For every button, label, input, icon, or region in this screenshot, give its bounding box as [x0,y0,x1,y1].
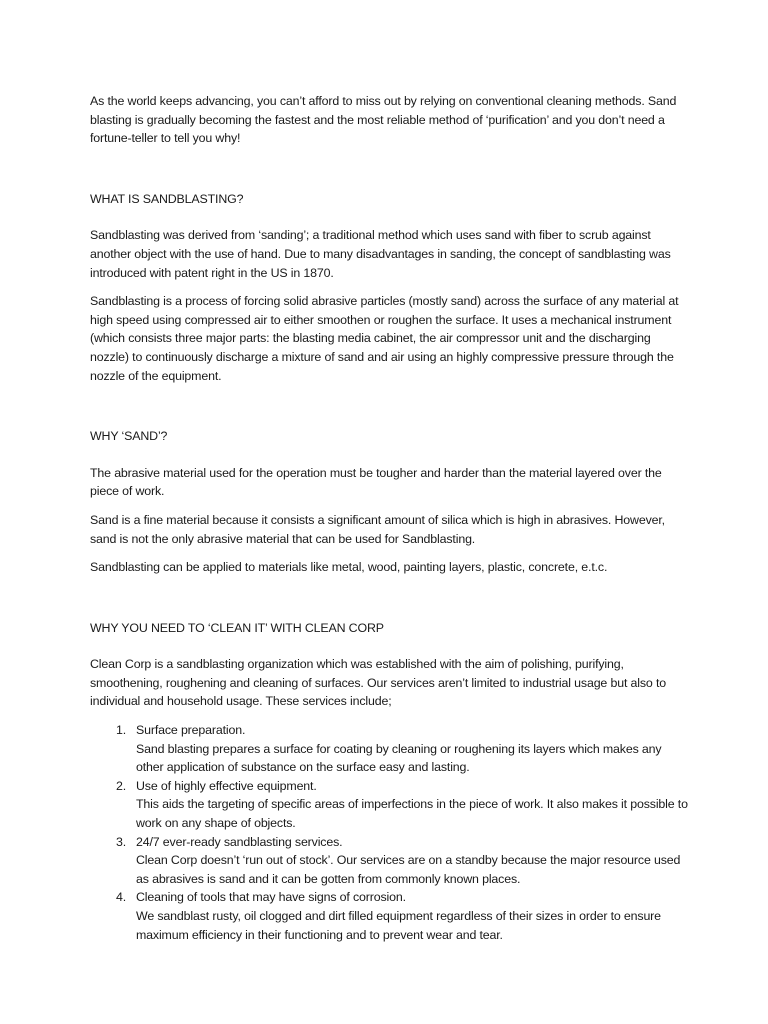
section-heading-clean-corp: WHY YOU NEED TO ‘CLEAN IT’ WITH CLEAN CORP [90,620,384,635]
paragraph: Sandblasting was derived from ‘sanding’; a traditional method which uses sand with fiber to scrub against another object with the use of hand. Due to many disadvantages in sanding, the concept of sandblasting was introduced with patent right in the US in 1870. [90,228,671,280]
services-list [90,721,690,944]
intro-paragraph: As the world keeps advancing, you can’t afford to miss out by relying on conventional cleaning methods. Sand blasting is gradually becoming the fastest and the most reliable method of ‘purification’ and you don’t need a fortune-teller to tell you why! [90,94,677,146]
service-description: Sand blasting prepares a surface for coating by cleaning or roughening its layers which makes any other application of substance on the surface easy and lasting. [136,741,662,775]
service-title: 24/7 ever-ready sandblasting services. [136,834,343,849]
paragraph: Clean Corp is a sandblasting organization which was established with the aim of polishing, purifying, smoothening, roughening and cleaning of surfaces. Our services aren’t limited to industrial usage but also to individual and household usage. These services include; [90,657,666,709]
service-title: Cleaning of tools that may have signs of corrosion. [136,890,406,905]
list-number: 3. [116,834,127,849]
list-number: 1. [116,723,127,738]
list-number: 4. [116,890,127,905]
paragraph: Sandblasting is a process of forcing solid abrasive particles (mostly sand) across the surface of any material at high speed using compressed air to either smoothen or roughen the surface. It uses a mechanical instrument (which consists three major parts: the blasting media cabinet, the air compressor unit and the discharging nozzle) to continuously discharge a mixture of sand and air using an highly compressive pressure through the nozzle of the equipment. [90,294,679,383]
service-description: This aids the targeting of specific areas of imperfections in the piece of work. It also makes it possible to work on any shape of objects. [136,797,688,831]
paragraph: Sand is a fine material because it consists a significant amount of silica which is high in abrasives. However, sand is not the only abrasive material that can be used for Sandblasting. [90,512,665,546]
list-number: 2. [116,778,127,793]
document-page [90,92,690,944]
list-item [90,833,690,889]
service-description: We sandblast rusty, oil clogged and dirt filled equipment regardless of their sizes in order to ensure maximum efficiency in their functioning and to prevent wear and tear. [136,909,661,942]
service-title: Use of highly effective equipment. [136,778,317,793]
paragraph: Sandblasting can be applied to materials like metal, wood, painting layers, plastic, concrete, e.t.c. [90,560,608,575]
service-description: Clean Corp doesn’t ‘run out of stock’. Our services are on a standby because the major resource used as abrasives is sand and it can be gotten from commonly known places. [136,853,681,886]
section-heading-why-sand: WHY ‘SAND’? [90,429,168,444]
section-heading-what-is-sandblasting: WHAT IS SANDBLASTING? [90,191,244,206]
list-item [90,777,690,833]
paragraph: The abrasive material used for the operation must be tougher and harder than the material layered over the piece of work. [90,465,662,499]
list-item [90,888,690,944]
service-title: Surface preparation. [136,723,246,738]
list-item [90,721,690,777]
